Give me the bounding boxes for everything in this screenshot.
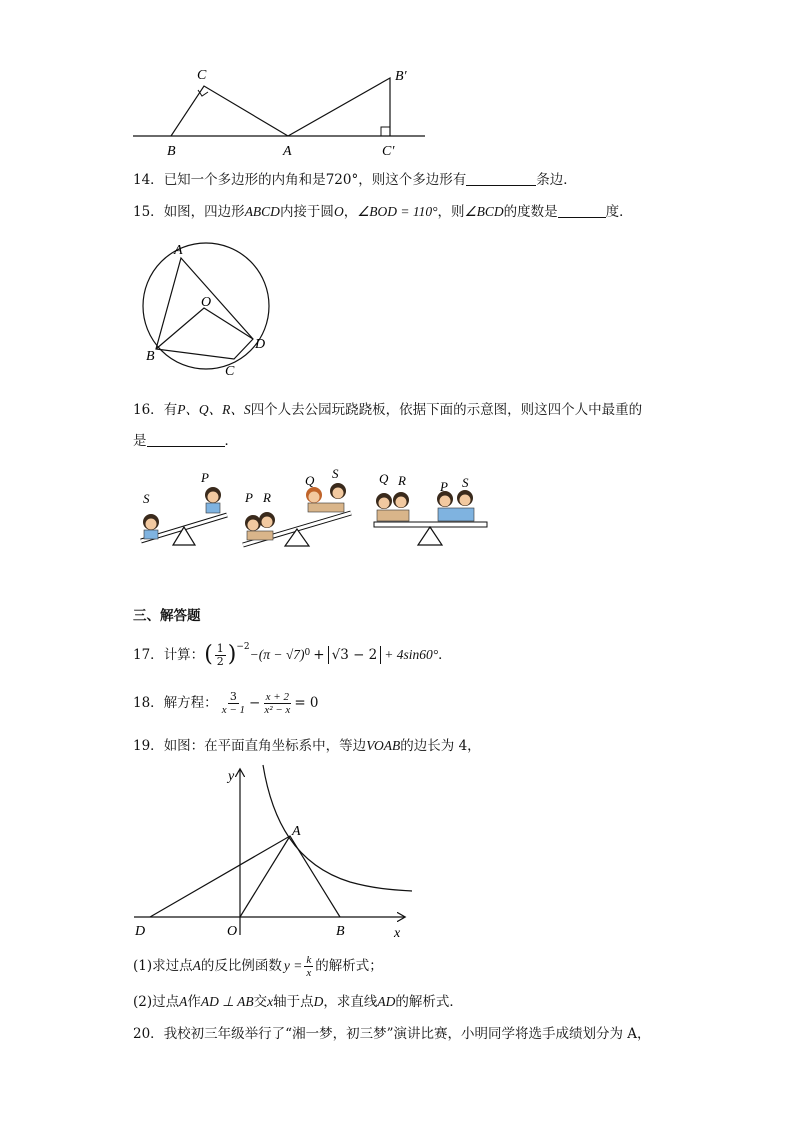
question-19-part1 bbox=[133, 950, 383, 982]
q14-answer-blank[interactable] bbox=[466, 171, 536, 186]
q19-p2-mid3: 轴于点 bbox=[273, 994, 314, 1010]
label-Bprime: B′ bbox=[395, 69, 407, 84]
q17-end: ． bbox=[438, 647, 452, 663]
q19-p1-y: y = bbox=[283, 958, 303, 973]
q16-text-end: ． bbox=[224, 433, 238, 449]
seesaw-3 bbox=[374, 471, 487, 545]
label-P: P bbox=[245, 490, 253, 505]
label-R: R bbox=[398, 473, 406, 488]
q14-text-pre: 已知一个多边形的内角和是 bbox=[163, 172, 326, 188]
question-14 bbox=[133, 171, 577, 189]
q19-p1-A: A bbox=[192, 958, 201, 973]
label-A: A bbox=[292, 824, 301, 839]
q17-number: 17． bbox=[133, 647, 164, 663]
q19-p2-eq: AD ⊥ AB bbox=[200, 994, 254, 1009]
q15-comma: ， bbox=[343, 204, 358, 220]
q14-value: 720° bbox=[325, 172, 359, 188]
label-P: P bbox=[201, 470, 209, 485]
q15-abcd: ABCD bbox=[244, 204, 280, 219]
label-C: C bbox=[197, 68, 207, 83]
q17-plus: + bbox=[313, 647, 325, 663]
label-B: B bbox=[336, 924, 345, 939]
label-R: R bbox=[263, 490, 271, 505]
q19-p2-x: x bbox=[267, 994, 274, 1009]
q16-number: 16． bbox=[133, 402, 164, 418]
q20-number: 20． bbox=[133, 1026, 164, 1042]
q18-text-pre: 解方程： bbox=[163, 695, 218, 711]
label-A: A bbox=[283, 144, 292, 159]
q15-text-mid2: ，则 bbox=[437, 204, 465, 220]
q19-p2-A: A bbox=[179, 994, 188, 1009]
label-S: S bbox=[332, 466, 339, 481]
q18-frac2-num: x + 2 bbox=[265, 690, 289, 703]
q19-p2-D: D bbox=[313, 994, 324, 1009]
q19-text: 如图：在平面直角坐标系中，等边 bbox=[163, 738, 367, 754]
q19-p2-post: 的解析式． bbox=[395, 994, 463, 1010]
q19-text-post: 的边长为 4， bbox=[400, 738, 481, 754]
q19-p2-mid2: 交 bbox=[253, 994, 268, 1010]
label-B: B bbox=[146, 349, 155, 364]
q15-angle-bod: ∠BOD = 110° bbox=[357, 204, 438, 219]
q19-p2-mid4: ，求直线 bbox=[323, 994, 378, 1010]
q15-number: 15． bbox=[133, 204, 164, 220]
q14-number: 14． bbox=[133, 172, 164, 188]
q19-triangle: VOAB bbox=[366, 738, 401, 753]
q19-p1-pre: (1)求过点 bbox=[133, 958, 193, 974]
question-18 bbox=[133, 686, 319, 720]
seesaw-1 bbox=[141, 470, 227, 545]
q16-people: P、Q、R、S bbox=[177, 402, 251, 417]
q19-number: 19． bbox=[133, 738, 164, 754]
q14-text-post: 条边． bbox=[536, 172, 577, 188]
label-Q: Q bbox=[305, 473, 315, 488]
figure-q13 bbox=[125, 60, 435, 160]
q17-term-sin: + 4sin60° bbox=[384, 647, 439, 662]
q15-text-pre: 如图，四边形 bbox=[163, 204, 245, 220]
q19-p2-mid: 作 bbox=[187, 994, 201, 1010]
q17-text-pre: 计算： bbox=[163, 647, 205, 663]
q17-frac-num: 1 bbox=[216, 641, 224, 655]
label-P: P bbox=[440, 479, 448, 494]
label-A: A bbox=[174, 243, 183, 258]
q17-abs: √3 − 2 bbox=[328, 646, 382, 664]
q16-text-mid: 四个人去公园玩跷跷板，依据下面的示意图，则这四个人中最重的 bbox=[250, 402, 643, 418]
q16-answer-blank[interactable] bbox=[147, 432, 225, 447]
question-16-line2 bbox=[133, 432, 238, 450]
figure-q15 bbox=[135, 238, 275, 378]
figure-q19 bbox=[130, 760, 420, 945]
q18-minus: − bbox=[249, 695, 261, 711]
label-D: D bbox=[135, 924, 146, 939]
q18-eq: = 0 bbox=[294, 695, 319, 711]
q15-o: O bbox=[333, 204, 344, 219]
question-20 bbox=[133, 1025, 651, 1043]
q17-exp-neg2: −2 bbox=[236, 642, 250, 652]
q17-exp-0: 0 bbox=[304, 648, 311, 658]
section-title: 三、解答题 bbox=[133, 608, 201, 624]
question-19-part2 bbox=[133, 993, 463, 1011]
question-17: 17． 计算： ( $\frac{1}{2}$ ) $^{-2}$ −(π − √7) 0 + √3 − 2 + 4sin60° ． bbox=[133, 638, 452, 672]
label-B: B bbox=[167, 144, 176, 159]
seesaw-2 bbox=[243, 466, 351, 546]
q15-text-mid1: 内接于圆 bbox=[279, 204, 334, 220]
q16-text-line2: 是 bbox=[133, 433, 147, 449]
label-S: S bbox=[143, 491, 150, 506]
q17-term-pi: −(π − √7) bbox=[249, 647, 305, 662]
q18-frac1-num: 3 bbox=[229, 689, 237, 703]
label-S: S bbox=[462, 475, 469, 490]
label-O: O bbox=[227, 924, 238, 939]
q15-text-post2: 度． bbox=[605, 204, 633, 220]
q19-p2-pre: (2)过点 bbox=[133, 994, 180, 1010]
label-y: y bbox=[228, 769, 235, 784]
q18-frac1-den: x − 1 bbox=[221, 703, 245, 716]
q15-angle-bcd: ∠BCD bbox=[464, 204, 504, 219]
q16-text-pre: 有 bbox=[163, 402, 178, 418]
q19-p2-AD: AD bbox=[377, 994, 396, 1009]
label-D: D bbox=[255, 337, 266, 352]
q19-p1-mid: 的反比例函数 bbox=[200, 958, 282, 974]
question-15 bbox=[133, 203, 633, 221]
label-Q: Q bbox=[379, 471, 389, 486]
label-x: x bbox=[394, 926, 401, 941]
figure-q16-seesaws bbox=[133, 465, 493, 555]
question-19 bbox=[133, 737, 481, 755]
q15-answer-blank[interactable] bbox=[558, 203, 606, 218]
q18-frac2-den: x² − x bbox=[264, 703, 291, 716]
q14-text-mid: ，则这个多边形有 bbox=[358, 172, 467, 188]
label-Cprime: C′ bbox=[382, 144, 395, 159]
label-C: C bbox=[225, 364, 235, 378]
q15-text-post: 的度数是 bbox=[503, 204, 558, 220]
q19-p1-x: x bbox=[306, 966, 312, 979]
question-16 bbox=[133, 401, 642, 419]
label-O: O bbox=[201, 295, 212, 310]
q19-p1-post: 的解析式； bbox=[315, 958, 383, 974]
q18-number: 18． bbox=[133, 695, 164, 711]
q17-frac-den: 2 bbox=[216, 654, 224, 668]
q20-text: 我校初三年级举行了“湘一梦，初三梦”演讲比赛，小明同学将选手成绩划分为 A， bbox=[163, 1026, 651, 1042]
q19-p1-k: k bbox=[306, 953, 312, 966]
